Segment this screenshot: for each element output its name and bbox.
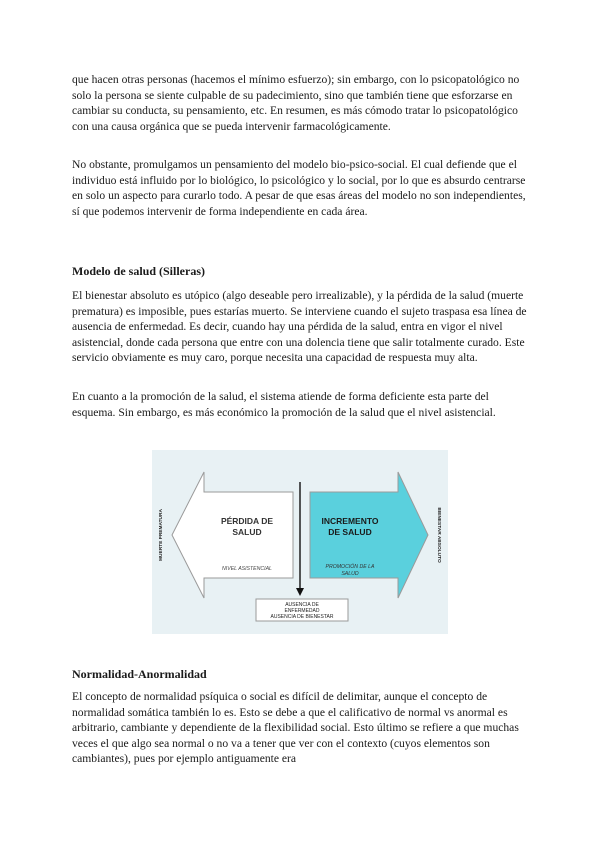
left-sub-label: NIVEL ASISTENCIAL	[222, 566, 272, 572]
right-sub-label-1: PROMOCIÓN DE LA	[325, 564, 375, 570]
diagram-svg	[152, 450, 448, 634]
right-arrow-label-2: DE SALUD	[328, 527, 372, 537]
box-label-2: ENFERMEDAD	[284, 608, 320, 614]
paragraph-intro-continuation: que hacen otras personas (hacemos el mínimo esfuerzo); sin embargo, con lo psicopatológico no solo la persona se siente culpable de su padecimiento, sino que también tiene que esforzarse en cambiar su conducta, su pensamiento, etc. En resumen, es más cómodo tratar lo psicopatológico con una causa orgánica que se pueda intervenir farmacológicamente.	[72, 73, 520, 133]
heading-modelo-de-salud: Modelo de salud (Silleras)	[72, 264, 206, 278]
paragraph-bienestar-absoluto: El bienestar absoluto es utópico (algo deseable pero irrealizable), y la pérdida de la salud (muerte prematura) es imposible, pues estarías muerto. Se interviene cuando el sujeto traspasa esa línea de ausencia de enfermedad. Es decir, cuando hay una pérdida de la salud, entra en vigor el nivel asistencial, donde cada persona que entre con una dolencia tiene que salir totalmente curado. Este servicio obviamente es muy caro, porque necesita una capacidad de respuesta muy alta.	[72, 289, 527, 365]
paragraph-normalidad: El concepto de normalidad psíquica o social es difícil de delimitar, aunque el concepto de normalidad somática también lo es. Esto se debe a que el calificativo de normal vs anormal es arbitrario, cambiante y dependiente de la flexibilidad social. Esto último se refiere a que muchas veces el que algo sea normal o no va a tener que ver con el contexto (cuyos elementos son cambiantes), pues por ejemplo antiguamente era	[72, 690, 519, 766]
heading-normalidad: Normalidad-Anormalidad	[72, 667, 207, 681]
paragraph-biopsicosocial: No obstante, promulgamos un pensamiento del modelo bio-psico-social. El cual defiende que el individuo está influido por lo biológico, lo psicológico y lo social, por lo que es absurdo centrarse en solo un aspecto para curarlo todo. A pesar de que esas áreas del modelo no son independientes, sí que podemos intervenir de forma independiente en cada área.	[72, 158, 526, 218]
box-label-1: AUSENCIA DE	[285, 602, 319, 608]
left-arrow-label-1: PÉRDIDA DE	[220, 516, 274, 526]
right-arrow-label-1: INCREMENTO	[321, 516, 379, 526]
box-label-3: AUSENCIA DE BIENESTAR	[270, 614, 334, 620]
left-side-label: MUERTE PREMATURA	[159, 509, 164, 561]
left-arrow-label-2: SALUD	[232, 527, 262, 537]
right-side-label: BIENESTAR ABSOLUTO	[436, 507, 441, 563]
divider-arrowhead	[296, 588, 304, 596]
health-model-diagram	[152, 450, 448, 634]
right-sub-label-2: SALUD	[341, 571, 359, 577]
paragraph-promocion-salud: En cuanto a la promoción de la salud, el sistema atiende de forma deficiente esta parte del esquema. Sin embargo, es más económico la promoción de la salud que el nivel asistencial.	[72, 390, 496, 419]
